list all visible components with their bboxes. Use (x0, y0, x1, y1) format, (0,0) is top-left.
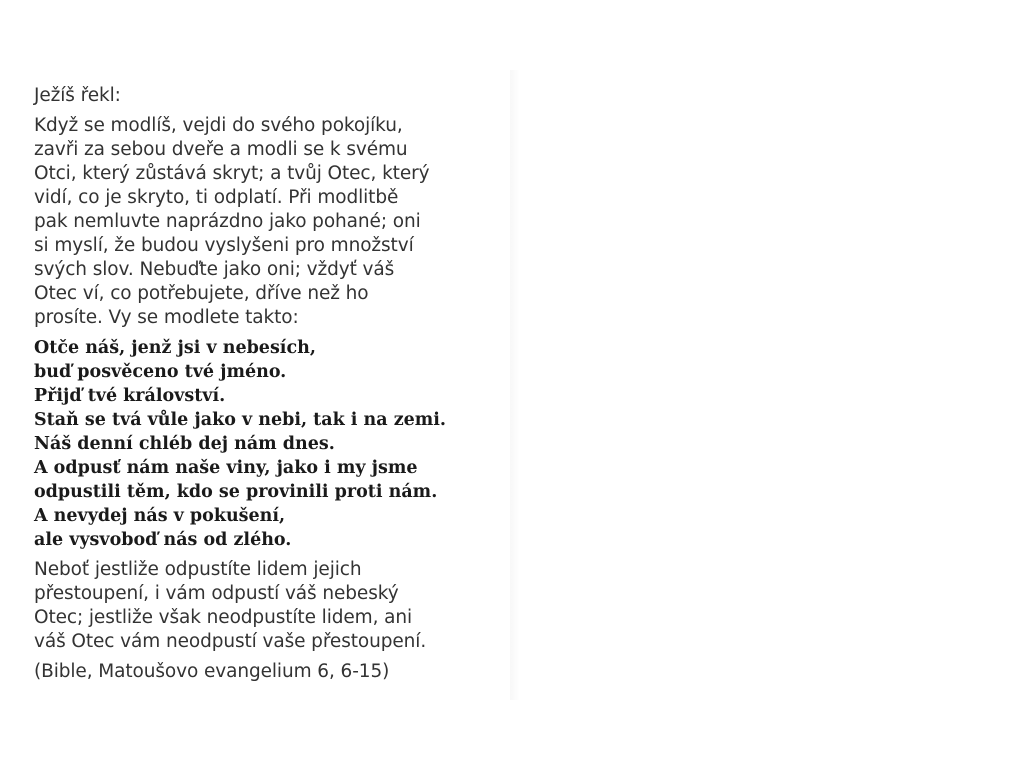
prayer-line: A odpusť nám naše viny, jako i my jsme (34, 458, 418, 478)
prayer-line: buď posvěceno tvé jméno. (34, 362, 287, 382)
paragraph-1-line: Otec ví, co potřebujete, dříve než ho (34, 283, 369, 304)
prayer-line: ale vysvoboď nás od zlého. (34, 530, 292, 550)
paragraph-1-line: si myslí, že budou vyslyšeni pro množství (34, 235, 414, 256)
paragraph-1 (34, 114, 504, 330)
paragraph-2-line: váš Otec vám neodpustí vaše přestoupení. (34, 631, 427, 652)
paragraph-2-line: Otec; jestliže však neodpustíte lidem, ani (34, 607, 413, 628)
prayer-line: Staň se tvá vůle jako v nebi, tak i na zemi. (34, 410, 447, 430)
paragraph-2 (34, 558, 504, 654)
paragraph-1-line: Otci, který zůstává skryt; a tvůj Otec, který (34, 163, 430, 184)
prayer-line: odpustili těm, kdo se provinili proti nám. (34, 482, 438, 502)
prayer-line: Otče náš, jenž jsi v nebesích, (34, 338, 316, 358)
paragraph-1-line: Když se modlíš, vejdi do svého pokojíku, (34, 115, 403, 136)
paragraph-1-line: svých slov. Nebuďte jako oni; vždyť váš (34, 259, 395, 280)
paragraph-1-line: prosíte. Vy se modlete takto: (34, 307, 299, 328)
page-fold-shadow (510, 70, 520, 700)
intro-line: Ježíš řekl: (34, 85, 121, 106)
prayer-block (34, 336, 504, 552)
paragraph-1-line: pak nemluvte naprázdno jako pohané; oni (34, 211, 421, 232)
prayer-line: Náš denní chléb dej nám dnes. (34, 434, 335, 454)
paragraph-1-line: vidí, co je skryto, ti odplatí. Při modlitbě (34, 187, 399, 208)
paragraph-2-line: přestoupení, i vám odpustí váš nebeský (34, 583, 399, 604)
citation: (Bible, Matoušovo evangelium 6, 6-15) (34, 661, 390, 682)
prayer-line: A nevydej nás v pokušení, (34, 506, 286, 526)
paragraph-2-line: Neboť jestliže odpustíte lidem jejich (34, 559, 362, 580)
text-column (34, 84, 504, 684)
prayer-line: Přijď tvé království. (34, 386, 226, 406)
paragraph-1-line: zavři za sebou dveře a modli se k svému (34, 139, 408, 160)
